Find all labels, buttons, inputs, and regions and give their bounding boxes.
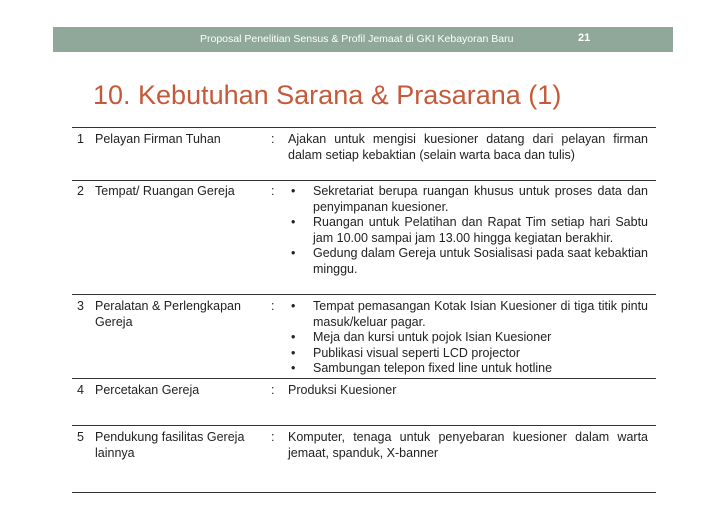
bullet-icon: • <box>291 330 296 344</box>
table-row <box>72 295 656 379</box>
bullet-icon: • <box>291 215 296 229</box>
bullet-icon: • <box>291 299 296 313</box>
row-number: 1 <box>77 132 84 146</box>
list-item <box>288 184 648 215</box>
list-item-text: Publikasi visual seperti LCD projector <box>313 345 521 360</box>
list-item-text: Ruangan untuk Pelatihan dan Rapat Tim setiap hari Sabtu jam 10.00 sampai jam 13.00 hingga kegiatan berakhir. <box>313 215 648 245</box>
page-number: 21 <box>578 32 591 44</box>
list-item <box>288 215 648 246</box>
bullet-icon: • <box>291 246 296 260</box>
row-label: Peralatan & Perlengkapan Gereja <box>95 299 241 329</box>
list-item <box>288 330 648 346</box>
row-content <box>288 184 648 277</box>
row-number: 5 <box>77 430 84 444</box>
row-label: Pelayan Firman Tuhan <box>95 132 221 146</box>
list-item <box>288 346 648 362</box>
list-item-text: Meja dan kursi untuk pojok Isian Kuesioner <box>313 330 552 344</box>
list-item-text: Sambungan telepon fixed line untuk hotline <box>313 361 553 375</box>
row-colon: : <box>271 299 275 313</box>
bullet-icon: • <box>291 345 296 360</box>
table-row <box>72 180 656 295</box>
row-content <box>288 299 648 377</box>
row-content: Produksi Kuesioner <box>288 383 397 397</box>
row-label: Pendukung fasilitas Gereja lainnya <box>95 430 245 460</box>
row-colon: : <box>271 184 275 198</box>
row-label: Percetakan Gereja <box>95 383 200 397</box>
bullet-icon: • <box>291 184 296 198</box>
list-item-text: Sekretariat berupa ruangan khusus untuk proses data dan penyimpanan kuesioner. <box>313 184 648 214</box>
list-item-text: Tempat pemasangan Kotak Isian Kuesioner di tiga titik pintu masuk/keluar pagar. <box>313 299 648 329</box>
bullet-icon: • <box>291 361 296 375</box>
row-colon: : <box>271 132 275 146</box>
row-content: Ajakan untuk mengisi kuesioner datang dari pelayan firman dalam setiap kebaktian (selain warta baca dan tulis) <box>288 132 648 162</box>
table-row <box>72 379 656 426</box>
list-item <box>288 361 648 377</box>
table-row <box>72 426 656 493</box>
row-number: 4 <box>77 383 84 397</box>
row-colon: : <box>271 430 275 444</box>
row-number: 2 <box>77 184 84 198</box>
slide-title: 10. Kebutuhan Sarana & Prasarana (1) <box>93 80 562 110</box>
row-content: Komputer, tenaga untuk penyebaran kuesioner dalam warta jemaat, spanduk, X-banner <box>288 430 648 460</box>
list-item <box>288 246 648 277</box>
list-item-text: Gedung dalam Gereja untuk Sosialisasi pada saat kebaktian minggu. <box>313 246 648 276</box>
row-colon: : <box>271 383 275 397</box>
row-number: 3 <box>77 299 84 313</box>
list-item <box>288 299 648 330</box>
header-title: Proposal Penelitian Sensus & Profil Jemaat di GKI Kebayoran Baru <box>200 33 514 45</box>
row-label: Tempat/ Ruangan Gereja <box>95 184 235 198</box>
table-row <box>72 127 656 181</box>
